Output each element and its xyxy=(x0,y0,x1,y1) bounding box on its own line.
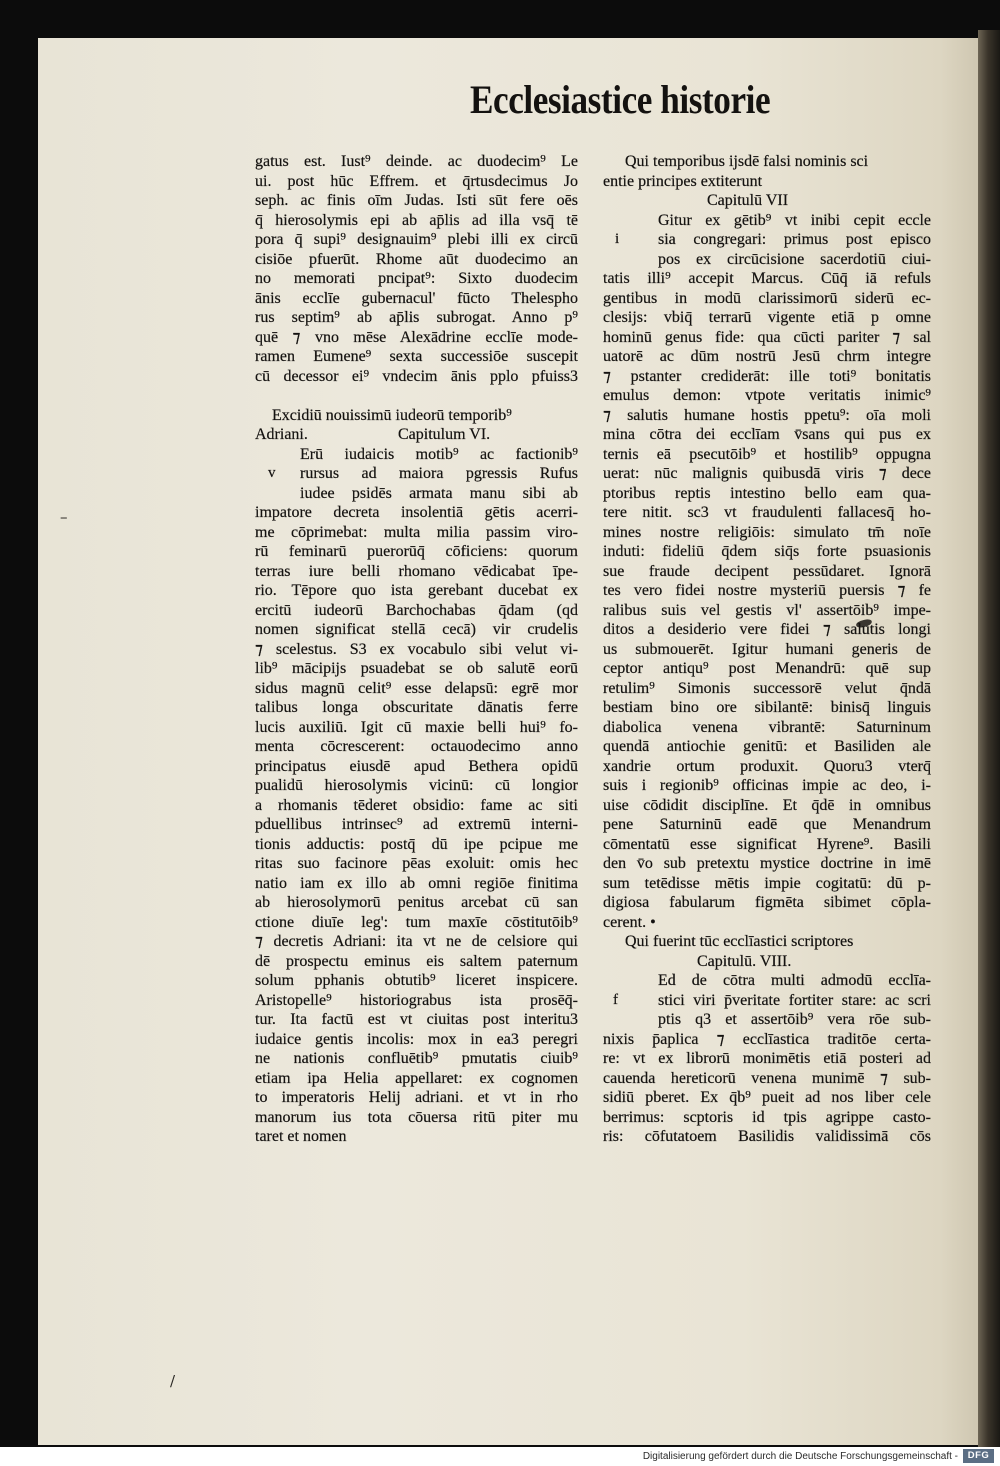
chapter-heading-line xyxy=(255,425,578,445)
text-line: ralibus suis vel gestis vl' assertōib⁹ impe- xyxy=(603,601,931,619)
text-line: principatus eiusdē apud Bethera opidū xyxy=(255,757,578,775)
text-line: ānis ecclīe gubernacul' fūcto Thelespho xyxy=(255,289,578,307)
text-line: a rhomanis tēderet obsidio: fame ac siti xyxy=(255,796,578,814)
text-line: tere nitit. sc3 vt fraudulenti fallacesq̄ ho- xyxy=(603,504,931,521)
text-line: ⁊ decretis Adriani: ita vt ne de celsiore qui xyxy=(255,933,578,950)
text-line: manorum ius tota cōuersa ritū piter mu xyxy=(255,1108,578,1126)
text-line: impatore decreta insolentiā gētis acerri- xyxy=(255,504,578,521)
initial-guide-letter: f xyxy=(613,991,618,1008)
text-line: quē ⁊ vno mēse Alexādrine ecclīe mode- xyxy=(255,328,578,346)
chapter-label: Capitulū. VIII. xyxy=(697,952,792,970)
text-line: us submouerēt. Igitur humani generis de xyxy=(603,640,931,658)
text-line: iudaice gentis incolis: mox in ea3 peregri xyxy=(255,1030,578,1048)
text-line: ercitū iudeorū Barchochabas q̄dam (qd xyxy=(255,601,578,619)
text-line: emulus demon: vtpote veritatis inimic⁹ xyxy=(603,387,931,404)
chapter-heading: Excidiū nouissimū iudeorū temporib⁹ xyxy=(272,406,512,424)
text-line: ditos a desiderio vere fidei ⁊ salutis longi xyxy=(603,621,931,638)
text-line: Erū iudaicis motib⁹ ac factionib⁹ xyxy=(300,445,578,463)
text-line: rū feminarū puerorūq̄ cōficiens: quorum xyxy=(255,543,578,560)
text-line: ui. post hūc Effrem. et q̄rtusdecimus Jo xyxy=(255,172,578,190)
text-line: nixis p̄aplica ⁊ ecclīastica traditōe certa- xyxy=(603,1030,931,1048)
text-line: uise cōdidit disciplīne. Et q̄dē in omnibus xyxy=(603,796,931,814)
text-line: hominū genus fide: qua cūcti pariter ⁊ sal xyxy=(603,328,931,346)
book-page xyxy=(38,38,978,1445)
text-line: cū decessor ei⁹ vndecim ānis pplo pfuiss3 xyxy=(255,367,578,385)
text-line: ritas suo facinore pēas exoluit: omis hec xyxy=(255,855,578,872)
text-line: tes vero fidei nostre mysteriū puersis ⁊ fe xyxy=(603,582,931,599)
text-line: ⁊ salutis humane hostis ppetu⁹: oīa moli xyxy=(603,406,931,424)
text-line: no memorati pncipat⁹: Sixto duodecim xyxy=(255,270,578,287)
text-line: terras iure belli rhomano vēdicabat īpe- xyxy=(255,562,578,580)
text-line: pene Saturninū eadē que Menandrum xyxy=(603,816,931,833)
text-line: seph. ac finis oīm Judas. Isti sūt fere oēs xyxy=(255,192,578,209)
chapter-heading: entie principes extiterunt xyxy=(603,172,763,190)
text-line: taret et nomen xyxy=(255,1128,347,1145)
margin-slash-mark: / xyxy=(170,1372,176,1390)
text-line: pduellibus intrinsec⁹ ad extremū interni- xyxy=(255,816,578,833)
text-line: nomen significat stellā cecā) vir crudelis xyxy=(255,621,578,638)
footer-bar xyxy=(0,1447,1000,1466)
text-line: rus septim⁹ ab ap̄lis subrogat. Anno p⁹ xyxy=(255,309,578,326)
text-line: cerent. • xyxy=(603,913,656,931)
text-line: to imperatoris Helij adriani. et vt in rho xyxy=(255,1089,578,1106)
initial-guide-letter: v xyxy=(268,465,276,481)
text-line: mines nostre religiōis: simulato tm̄ noīe xyxy=(603,523,931,541)
text-line: ctione diuīe leg': tum maxīe cōstitutōib⁹ xyxy=(255,913,578,931)
chapter-heading: Qui fuerint tūc ecclīastici scriptores xyxy=(625,933,854,950)
text-line: ternis eā psecutōib⁹ et hostilib⁹ oppugna xyxy=(603,445,931,463)
text-line: bestiam bino ore sibilantē: binisq̄ linguis xyxy=(603,699,931,716)
text-line: Gitur ex gētib⁹ vt inibi cepit eccle xyxy=(658,211,931,229)
text-line xyxy=(603,230,931,250)
chapter-heading-name: Adriani. xyxy=(255,426,308,443)
text-line: me cōprimebat: multa milia passim viro- xyxy=(255,523,578,541)
initial-guide-letter: i xyxy=(615,231,620,247)
text-line: sidus magnū celit⁹ esse delapsū: egrē mor xyxy=(255,679,578,697)
blank-line xyxy=(255,386,578,406)
text-line: pualidū hierosolymis vicinū: cū longior xyxy=(255,777,578,794)
text-line: cōmentatū esse significat Hyrene⁹. Basili xyxy=(603,835,931,853)
text-line: clesijs: vbiq̄ terrarū vigente etiā p omne xyxy=(603,309,931,326)
text-line: cauenda hereticorū venena munimē ⁊ sub- xyxy=(603,1069,931,1087)
binding-edge-shadow xyxy=(978,30,1000,1447)
text-line-content: rursus ad maiora pgressis Rufus xyxy=(300,465,578,482)
chapter-label: Capitulum VI. xyxy=(398,426,491,443)
left-column xyxy=(255,152,578,1147)
text-line: uerat: nūc malignis quibusdā viris ⁊ dece xyxy=(603,465,931,482)
text-line: Ed de cōtra multi admodū ecclīa- xyxy=(658,972,931,989)
funding-credit: Digitalisierung gefördert durch die Deutsche Forschungsgemeinschaft - xyxy=(642,1451,958,1462)
text-line: ramen Eumene⁹ sexta successiōe suscepit xyxy=(255,348,578,365)
text-line: sum tetēdisse mētis impie cogitatū: dū p- xyxy=(603,874,931,892)
text-line: lucis auxiliū. Igit cū maxie belli hui⁹ fo- xyxy=(255,718,578,736)
text-line: tur. Ita factū est vt ciuitas post interitu3 xyxy=(255,1011,578,1028)
text-line: cisiōe pfuerūt. Rhome aūt duodecimo an xyxy=(255,250,578,268)
text-line-content: stici viri p̄veritate fortiter stare: ac scri xyxy=(658,991,931,1009)
text-line: berrimus: scptoris id tpis agrippe casto- xyxy=(603,1108,931,1126)
text-line: ptoribus reptis intestino bello eam qua- xyxy=(603,484,931,502)
text-line: induti: fideliū q̄dem siq̄s forte psuasionis xyxy=(603,543,931,560)
text-line xyxy=(603,991,931,1011)
text-line: etiam ipa Helia appellaret: ex cognomen xyxy=(255,1069,578,1087)
running-head: Ecclesiastice historie xyxy=(470,77,771,122)
text-line-content: sia congregari: primus post episco xyxy=(658,231,931,248)
dfg-logo: DFG xyxy=(963,1449,994,1463)
text-line: q̄ hierosolymis epi ab ap̄lis ad illa vsq̄ tē xyxy=(255,211,578,229)
text-line: ptis q3 et assertōib⁹ vera rōe sub- xyxy=(658,1011,931,1028)
text-line: rio. Tēpore quo ista gerebant ducebat ex xyxy=(255,582,578,599)
text-line: xandrie ortum produxit. Quoru3 vterq̄ xyxy=(603,757,931,775)
text-line: sidiū pberet. Ex q̄b⁹ pueit ad nos liber cele xyxy=(603,1089,931,1106)
text-line: lib⁹ mācipijs psuadebat se ob salutē eorū xyxy=(255,660,578,677)
text-line: ne nationis confluētib⁹ pmutatis ciuib⁹ xyxy=(255,1050,578,1067)
chapter-heading: Qui temporibus ijsdē falsi nominis sci xyxy=(625,153,869,170)
text-line: ris: cōfutatoem Basilidis validissimā cōs xyxy=(603,1128,931,1145)
text-line: suis i regionib⁹ officinas impie ac deo, i- xyxy=(603,777,931,794)
margin-dash-mark: – xyxy=(60,508,68,526)
text-line: ⁊ scelestus. S3 ex vocabulo sibi velut vi- xyxy=(255,640,578,658)
text-line: Aristopelle⁹ historiograbus ista prosēq̄- xyxy=(255,991,578,1009)
text-line: mina cōtra dei ecclīam v̄sans qui pus ex xyxy=(603,426,931,443)
text-line: sue fraude decipent pessūdaret. Ignorā xyxy=(603,562,931,580)
text-line: menta cōcrescerent: octauodecimo anno xyxy=(255,738,578,755)
text-line xyxy=(255,464,578,484)
text-line: tatis illi⁹ accepit Marcus. Cūq̄ iā refuls xyxy=(603,270,931,287)
text-line: ab hierosolymorū penitus arcebat cū san xyxy=(255,894,578,911)
text-line: re: vt ex librorū monimētis etiā posteri ad xyxy=(603,1050,931,1067)
text-line: gentibus in modū clarissimorū siderū ec- xyxy=(603,289,931,307)
text-line: retulim⁹ Simonis successorē velut q̄ndā xyxy=(603,679,931,697)
right-column xyxy=(603,152,931,1147)
text-line: pos ex circūcisione sacerdotiū ciui- xyxy=(658,250,931,268)
text-line: diabolica venena vibrantē: Saturninum xyxy=(603,718,931,736)
text-line: tionis adductis: postq̄ dū ipe pcipue me xyxy=(255,835,578,853)
text-line: pora q̄ supi⁹ designauim⁹ plebi illi ex circū xyxy=(255,231,578,248)
text-line: talibus longa obscuritate dānatis ferre xyxy=(255,699,578,716)
text-line: iudee psidēs armata manu sibi ab xyxy=(300,484,578,502)
text-line: den v̄o sub pretextu mystice doctrine in imē xyxy=(603,855,931,872)
text-line: quendā antiochie genitū: et Basiliden ale xyxy=(603,738,931,755)
text-line: uatorē ac dūm nostrū Jesū chrm integre xyxy=(603,348,931,365)
text-line: digiosa fabularum figmēta sibimet cōpla- xyxy=(603,894,931,911)
text-line: dē prospectu eminus eis saltem paternum xyxy=(255,952,578,970)
text-line: natio iam ex illo ab omni regiōe finitima xyxy=(255,874,578,892)
text-line: ⁊ pstanter crediderāt: ille toti⁹ bonitatis xyxy=(603,367,931,385)
text-line: solum pphanis obtutib⁹ liceret inspicere. xyxy=(255,972,578,989)
text-line: gatus est. Iust⁹ deinde. ac duodecim⁹ Le xyxy=(255,153,578,170)
chapter-label: Capitulū VII xyxy=(707,192,789,209)
text-line: ceptor antiqu⁹ post Menandrū: quē sup xyxy=(603,660,931,677)
